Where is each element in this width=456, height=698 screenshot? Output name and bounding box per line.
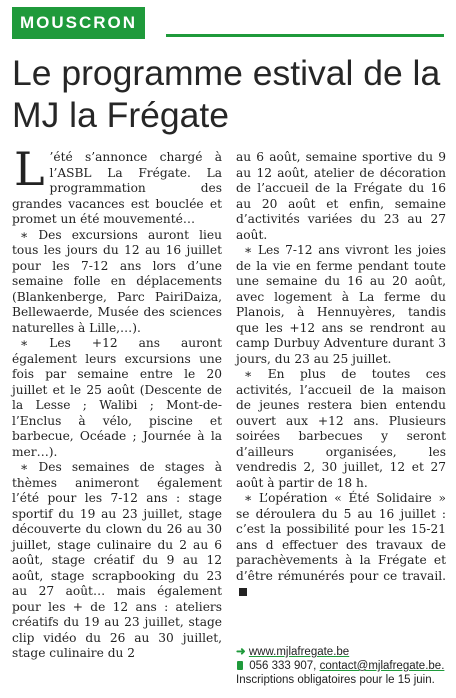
lead-text: ’été s’annonce chargé à l’ASBL La Frégate. La programmation des grandes vacances est bouclée et promet un été mouvementé…	[12, 150, 222, 226]
header	[0, 0, 456, 44]
article-title: Le programme estival de la MJ la Frégate	[12, 53, 441, 135]
dropcap: L	[14, 142, 45, 196]
list-item-text: ∗ L’opération « Été Solidaire » se déroulera du 5 au 16 juillet : c’est la possibilité pour les 15-21 ans d effectuer des travaux de parachèvements à la Frégate et d’être rémunérés pour ce travail.	[236, 491, 446, 583]
website-link[interactable]: www.mjlafregate.be	[248, 646, 350, 658]
email-link[interactable]: contact@mjlafregate.be.	[319, 660, 445, 672]
arrow-icon: ➜	[236, 646, 246, 658]
column-left	[12, 142, 222, 662]
lead-paragraph	[12, 142, 222, 228]
list-item: ∗ Les 7-12 ans vivront les joies de la vie en ferme pendant toute une semaine du 16 au 20 août, avec logement à La ferme du Planois, à Hennuyères, tandis que les +12 ans se rendront au camp Durbuy Adventure durant 3 jours, du 23 au 25 juillet.	[236, 243, 446, 366]
end-mark-icon	[239, 588, 247, 596]
phone-number: 056 333 907,	[249, 660, 317, 672]
column-right	[236, 150, 446, 600]
list-item: ∗ En plus de toutes ces activités, l’accueil de la maison de jeunes restera bien entendu ouvert aux +12 ans. Plusieurs soirées barbecues y seront d’ailleurs organisées, les vendredis 2, 30 juillet, 12 et 27 août à partir de 18 h.	[236, 367, 446, 490]
section-tag: MOUSCRON	[12, 7, 145, 39]
header-rule	[166, 34, 444, 37]
list-item: ∗ Des semaines de stages à thèmes animeront également l’été pour les 7-12 ans : stage sportif du 19 au 23 juillet, stage découverte du clown du 26 au 30 juillet, stage culinaire du 2 au 6 août, stage créatif du 9 au 12 août, stage scrapbooking du 23 au 27 août… mais également pour les + de 12 ans : ateliers créatifs du 19 au 23 juillet, stage clip vidéo du 26 au 30 juillet, stage culinaire du 2	[12, 460, 222, 660]
phone-icon	[236, 661, 244, 670]
contact-block	[236, 645, 452, 687]
list-item: au 6 août, semaine sportive du 9 au 12 août, atelier de décoration de l’accueil de la Frégate du 16 au 20 août et enfin, semaine d’activités variées du 23 au 27 août.	[236, 150, 446, 242]
registration-note: Inscriptions obligatoires pour le 15 juin.	[236, 674, 435, 686]
list-item: ∗ Les +12 ans auront également leurs excursions une fois par semaine entre le 20 juillet et le 25 août (Descente de la Lesse ; Walibi ; Mont-de-l’Enclus à vélo, piscine et barbecue, Océade ; Journée à la mer…).	[12, 336, 222, 459]
list-item: ∗ Des excursions auront lieu tous les jours du 12 au 16 juillet pour les 7-12 ans lors d’une semaine folle en déplacements (Blankenberge, Parc PairiDaiza, Bellewaerde, Musée des sciences naturelles à Lille,…).	[12, 227, 222, 335]
list-item-last	[236, 491, 446, 600]
